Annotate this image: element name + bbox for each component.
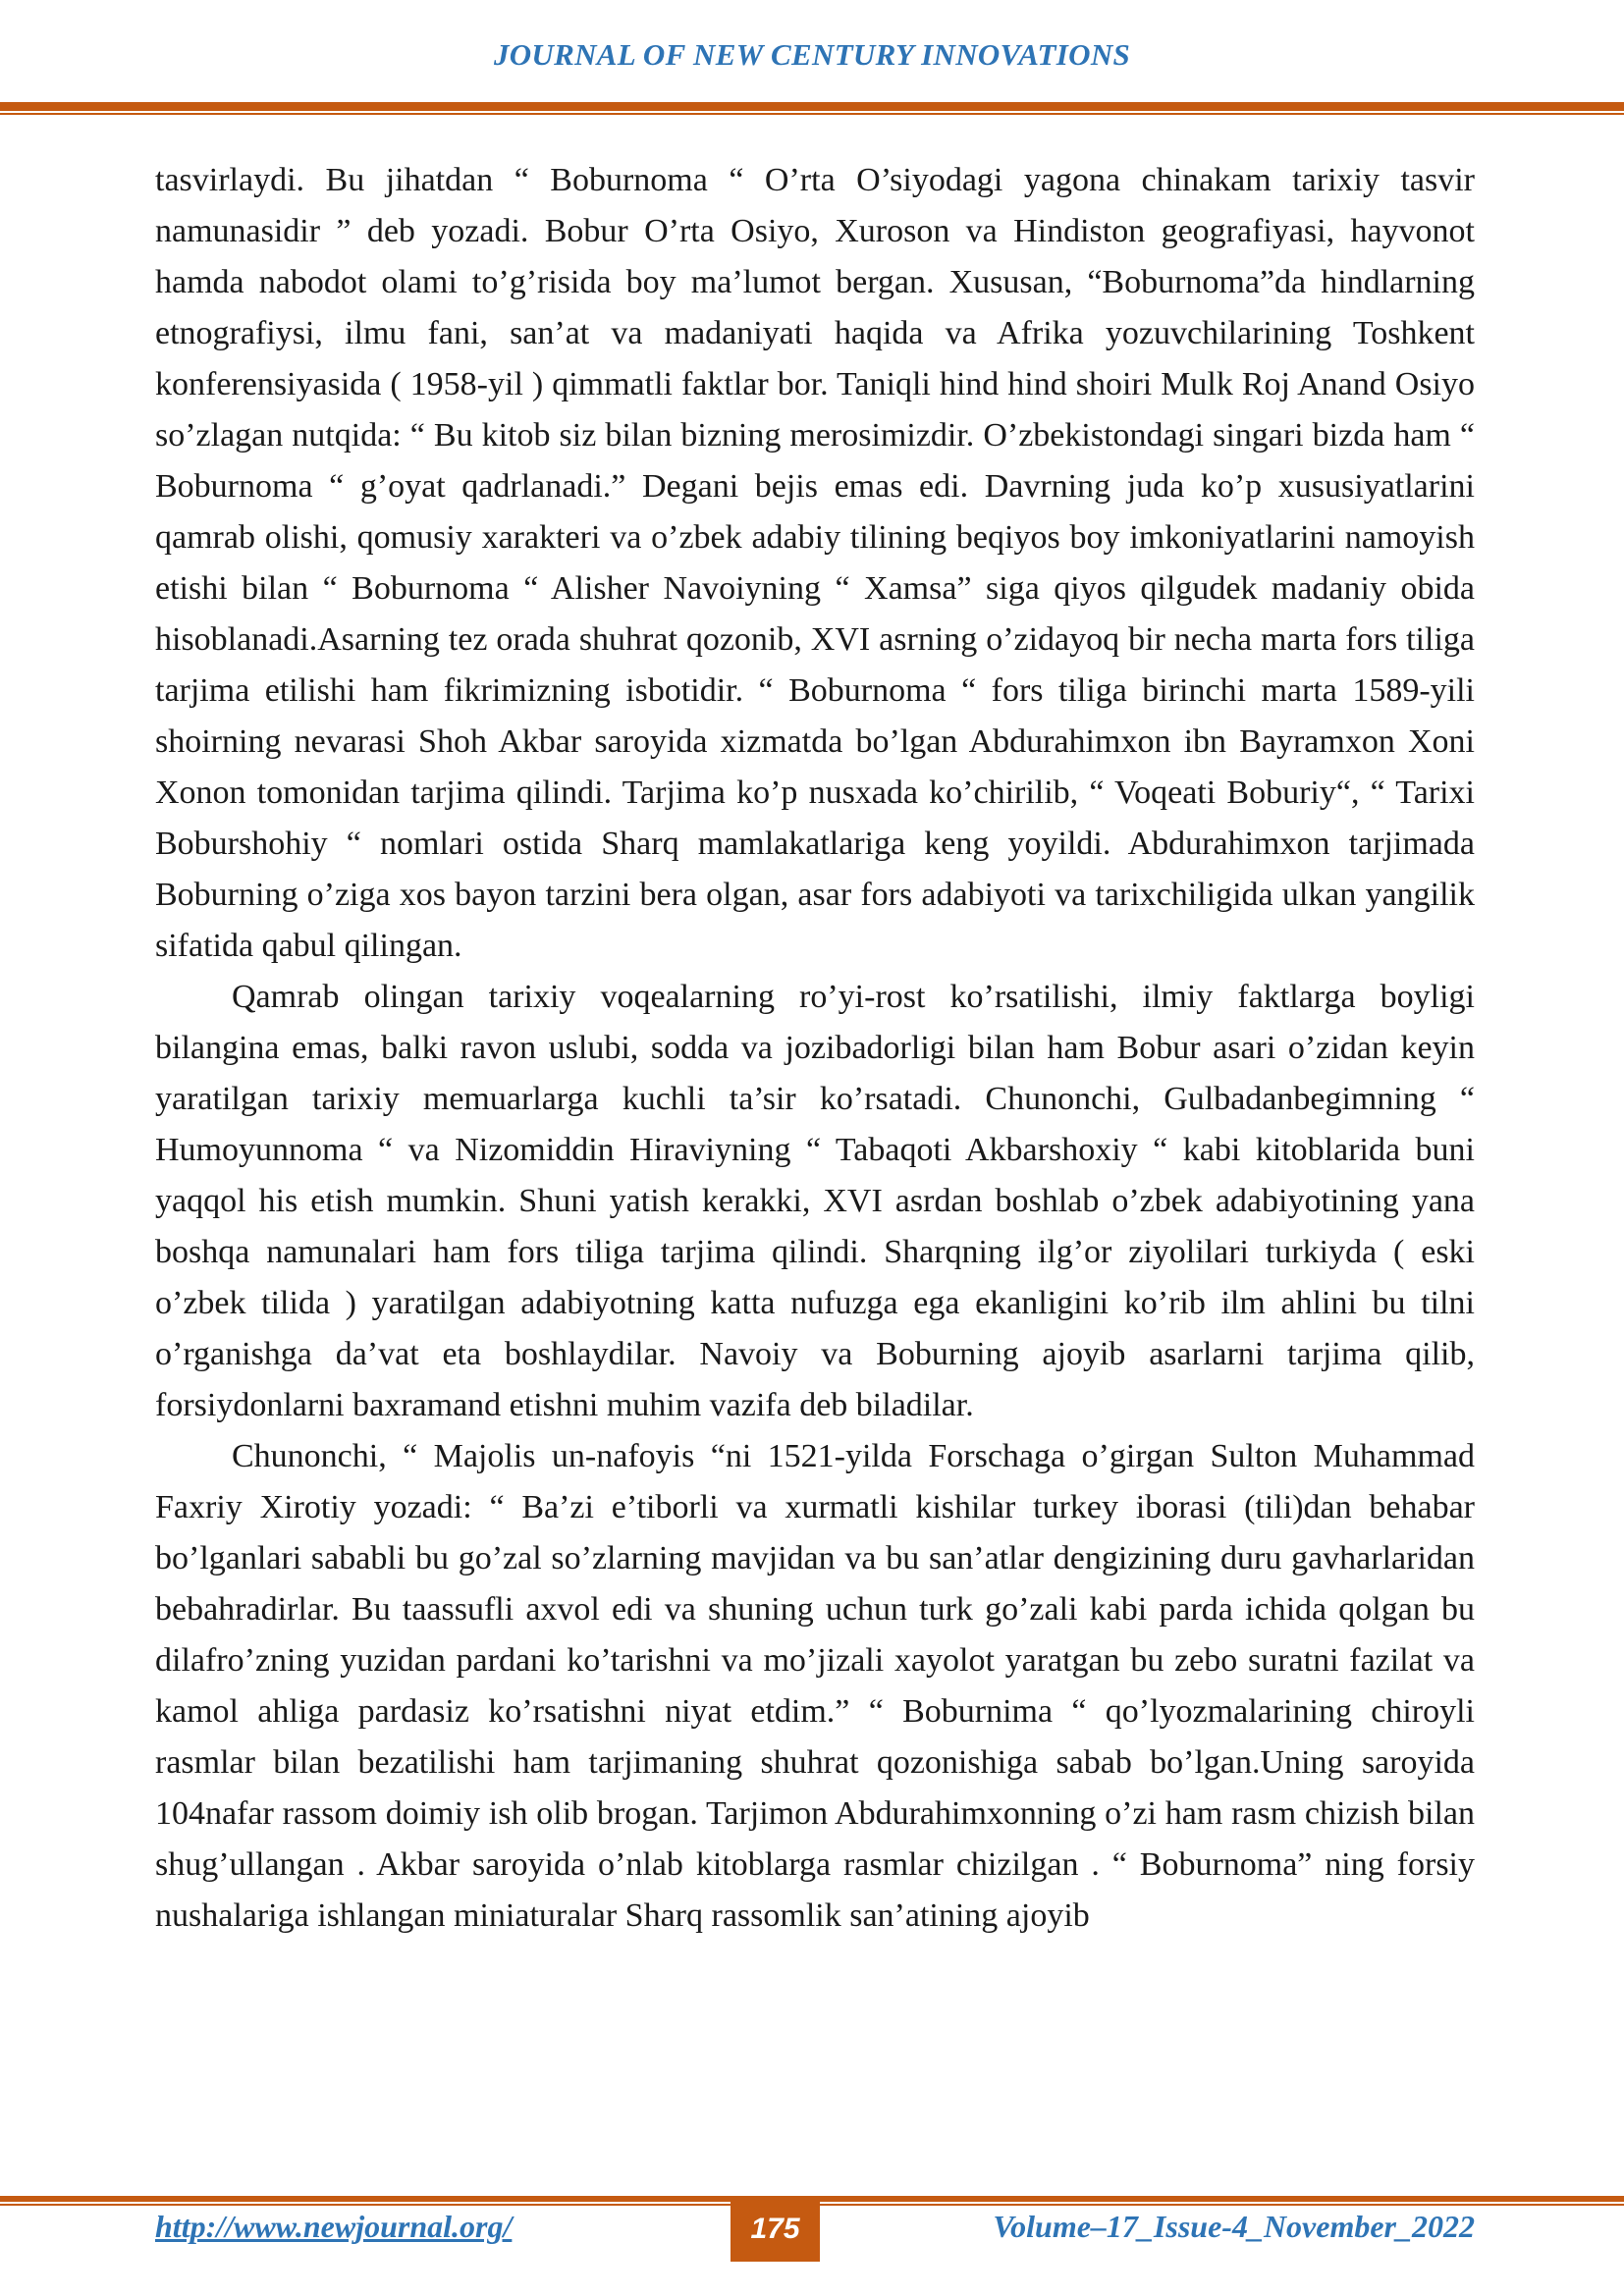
volume-issue-label: Volume–17_Issue-4_November_2022 — [993, 2209, 1475, 2244]
header-divider-thin — [0, 113, 1624, 115]
paragraph-3: Chunonchi, “ Majolis un-nafoyis “ni 1521-yilda Forschaga o’girgan Sulton Muhammad Faxriy Xirotiy yozadi: “ Ba’zi e’tiborli va xurmatli kishilar turkey iborasi (tili)dan behabar bo’lganlari sababli bu go’zal so’zlarning mavjidan va bu san’atlar dengizining duru gavharlaridan bebahradirlar. Bu taassufli axvol edi va shuning uchun turk go’zali kabi parda ichida qolgan bu dilafro’zning yuzidan pardani ko’tarishni va mo’jizali xayolot yaratgan bu zebo suratni fazilat va kamol ahliga pardasiz ko’rsatishni niyat etdim.” “ Boburnima “ qo’lyozmalarining chiroyli rasmlar bilan bezatilishi ham tarjimaning shuhrat qozonishiga sabab bo’lgan.Uning saroyida 104nafar rassom doimiy ish olib brogan. Tarjimon Abdurahimxonning o’zi ham rasm chizish bilan shug’ullangan . Akbar saroyida o’nlab kitoblarga rasmlar chizilgan . “ Boburnoma” ning forsiy nushalariga ishlangan miniaturalar Sharq rassomlik san’atining ajoyib — [155, 1438, 1475, 1934]
page-number-badge: 175 — [731, 2197, 820, 2262]
paragraph-2: Qamrab olingan tarixiy voqealarning ro’yi-rost ko’rsatilishi, ilmiy faktlarga boyligi bilangina emas, balki ravon uslubi, sodda va jozibadorligi bilan ham Bobur asari o’zidan keyin yaratilgan tarixiy memuarlarga kuchli ta’sir ko’rsatadi. Chunonchi, Gulbadanbegimning “ Humoyunnoma “ va Nizomiddin Hiraviyning “ Tabaqoti Akbarshoxiy “ kabi kitoblarida buni yaqqol his etish mumkin. Shuni yatish kerakki, XVI asrdan boshlab o’zbek adabiyotining yana boshqa namunalari ham fors tiliga tarjima qilindi. Sharqning ilg’or ziyolilari turkiyda ( eski o’zbek tilida ) yaratilgan adabiyotning katta nufuzga ega ekanligini ko’rib ilm ahlini bu tilni o’rganishga da’vat eta boshlaydilar. Navoiy va Boburning ajoyib asarlarni tarjima qilib, forsiydonlarni baxramand etishni muhim vazifa deb biladilar. — [155, 979, 1475, 1423]
header-divider — [0, 102, 1624, 111]
journal-title: JOURNAL OF NEW CENTURY INNOVATIONS — [493, 37, 1131, 72]
article-body — [155, 155, 1475, 1942]
paragraph-1: tasvirlaydi. Bu jihatdan “ Boburnoma “ O’rta O’siyodagi yagona chinakam tarixiy tasvir namunasidir ” deb yozadi. Bobur O’rta Osiyo, Xuroson va Hindiston geografiyasi, hayvonot hamda nabodot olami to’g’risida boy ma’lumot bergan. Xususan, “Boburnoma”da hindlarning etnografiysi, ilmu fani, san’at va madaniyati haqida va Afrika yozuvchilarining Toshkent konferensiyasida ( 1958-yil ) qimmatli faktlar bor. Taniqli hind hind shoiri Mulk Roj Anand Osiyo so’zlagan nutqida: “ Bu kitob siz bilan bizning merosimizdir. O’zbekistondagi singari bizda ham “ Boburnoma “ g’oyat qadrlanadi.” Degani bejis emas edi. Davrning juda ko’p xususiyatlarini qamrab olishi, qomusiy xarakteri va o’zbek adabiy tilining beqiyos boy imkoniyatlarini namoyish etishi bilan “ Boburnoma “ Alisher Navoiyning “ Xamsa” siga qiyos qilgudek madaniy obida hisoblanadi.Asarning tez orada shuhrat qozonib, XVI asrning o’zidayoq bir necha marta fors tiliga tarjima etilishi ham fikrimizning isbotidir. “ Boburnoma “ fors tiliga birinchi marta 1589-yili shoirning nevarasi Shoh Akbar saroyida xizmatda bo’lgan Abdurahimxon ibn Bayramxon Xoni Xonon tomonidan tarjima qilindi. Tarjima ko’p nusxada ko’chirilib, “ Voqeati Boburiy“, “ Tarixi Boburshohiy “ nomlari ostida Sharq mamlakatlariga keng yoyildi. Abdurahimxon tarjimada Boburning o’ziga xos bayon tarzini bera olgan, asar fors adabiyoti va tarixchiligida ulkan yangilik sifatida qabul qilingan. — [155, 162, 1475, 964]
journal-url-link[interactable]: http://www.newjournal.org/ — [155, 2209, 513, 2244]
